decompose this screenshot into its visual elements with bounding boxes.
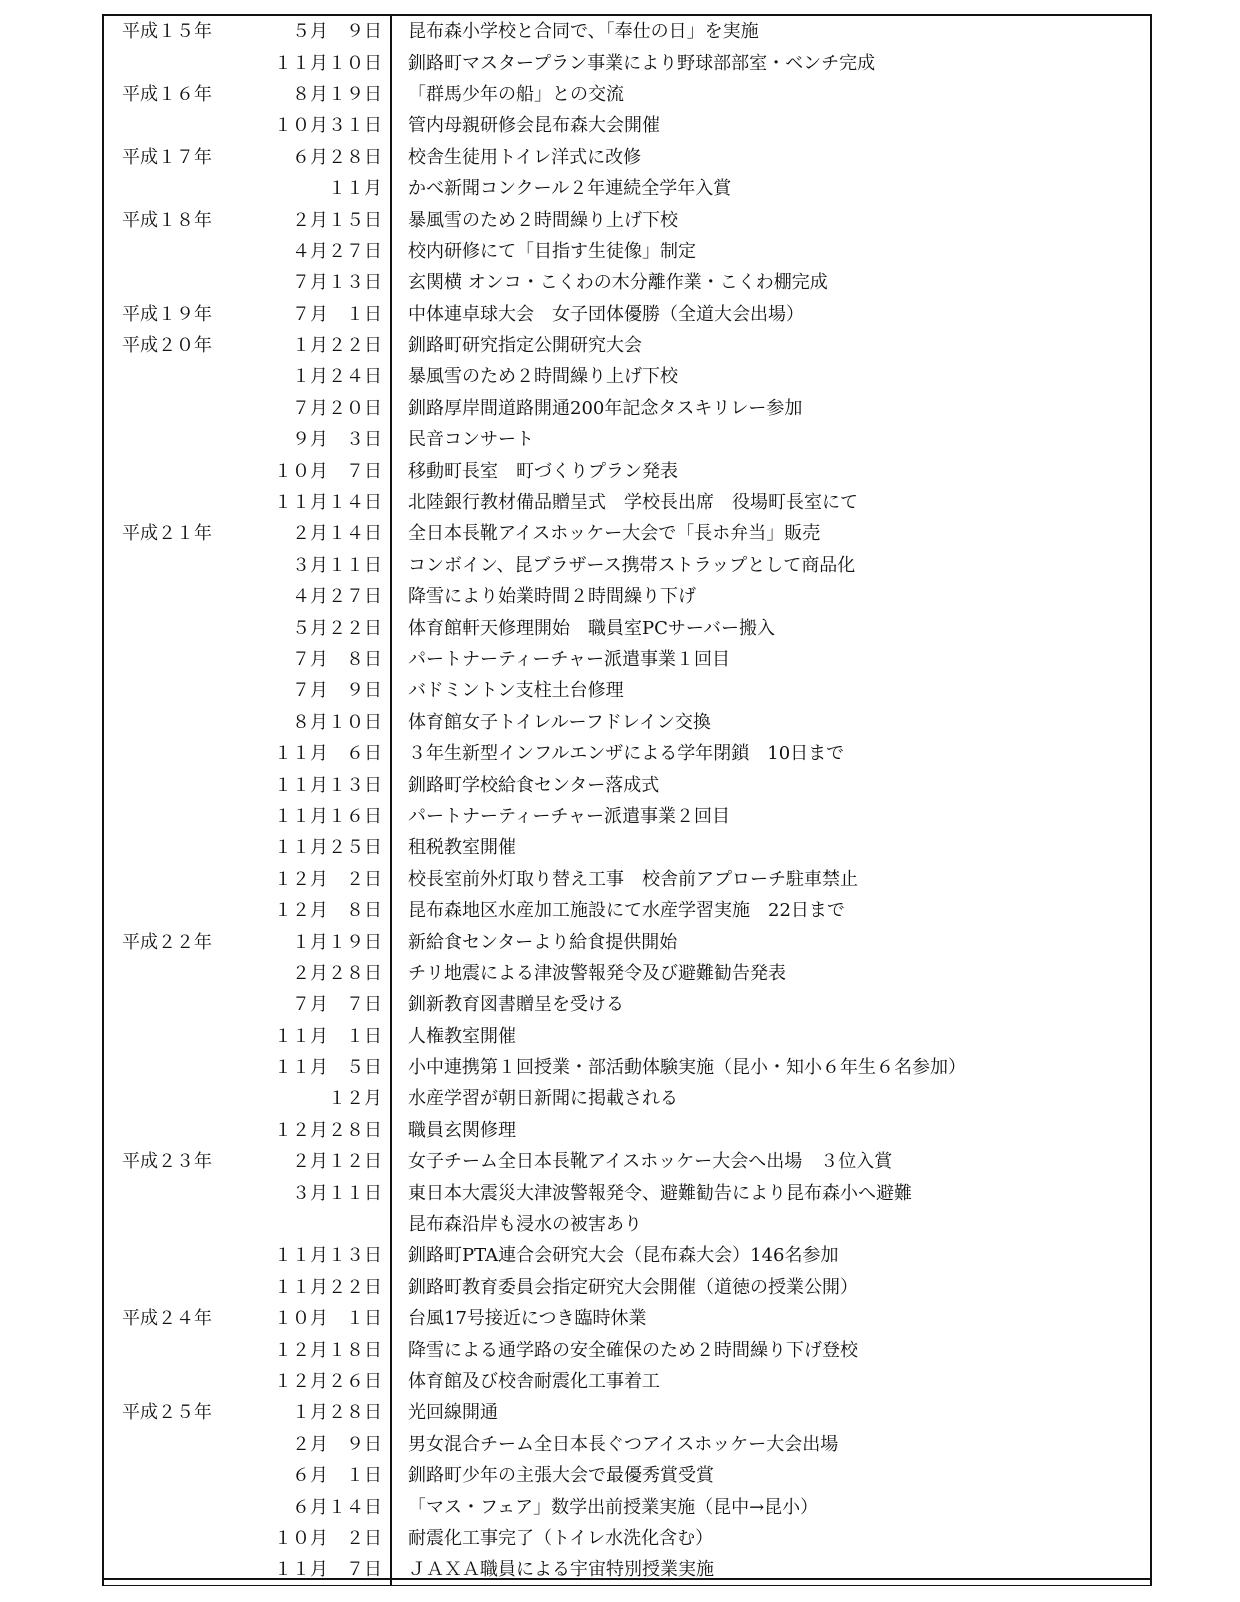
- year-cell: [104, 1272, 252, 1303]
- year-cell: [104, 1491, 252, 1522]
- event-cell: 降雪により始業時間２時間繰り下げ: [408, 586, 696, 608]
- history-row: [104, 832, 1150, 863]
- year-cell: [104, 675, 252, 706]
- date-cell: ４月２７日: [252, 581, 391, 612]
- event-cell: 小中連携第１回授業・部活動体験実施（昆小・知小６年生６名参加）: [408, 1057, 966, 1079]
- history-row: [104, 958, 1150, 989]
- event-cell: パートナーティーチャー派遣事業２回目: [408, 805, 731, 827]
- year-cell: [104, 1334, 252, 1365]
- date-cell: ５月２２日: [252, 612, 391, 643]
- date-cell: １０月３１日: [252, 110, 391, 141]
- year-cell: 平成１９年: [122, 303, 212, 325]
- bottom-double-rule: [102, 1578, 1152, 1586]
- year-cell: [104, 487, 252, 518]
- year-cell: [104, 361, 252, 392]
- event-cell: パートナーティーチャー派遣事業１回目: [408, 649, 731, 670]
- date-cell: １月１９日: [252, 926, 391, 957]
- date-cell: １０月 １日: [252, 1303, 391, 1334]
- event-cell: ３年生新型インフルエンザによる学年閉鎖 10日まで: [408, 743, 845, 765]
- history-row: [104, 612, 1150, 643]
- event-cell: 釧路町学校給食センター落成式: [408, 774, 660, 796]
- history-row: [104, 1083, 1150, 1114]
- history-row: [104, 801, 1150, 832]
- year-cell: [104, 424, 252, 455]
- event-cell: 体育館女子トイレルーフドレイン交換: [408, 711, 711, 733]
- year-cell: 平成２３年: [122, 1151, 212, 1173]
- year-cell: [104, 1460, 252, 1491]
- history-row: [104, 16, 1150, 47]
- event-cell: 北陸銀行教材備品贈呈式 学校長出席 役場町長室にて: [408, 492, 858, 514]
- date-cell: １０月 ７日: [252, 455, 391, 486]
- history-row: [104, 236, 1150, 267]
- year-cell: [104, 895, 252, 926]
- date-cell: ７月 １日: [252, 299, 391, 330]
- event-cell: 釧路厚岸間道路開通200年記念タスキリレー参加: [408, 397, 803, 419]
- event-cell: 民音コンサート: [408, 429, 534, 451]
- date-cell: １１月 ６日: [252, 738, 391, 769]
- event-cell: ＪＡＸＡ職員による宇宙特別授業実施: [408, 1559, 714, 1581]
- event-cell: 玄関横 オンコ・こくわの木分離作業・こくわ棚完成: [408, 272, 828, 294]
- year-cell: 平成２２年: [122, 931, 212, 953]
- date-cell: ２月１４日: [252, 518, 391, 549]
- history-row: [104, 79, 1150, 110]
- event-cell: かべ新聞コンクール２年連続全学年入賞: [408, 178, 732, 200]
- date-cell: １１月２２日: [252, 1272, 391, 1303]
- history-row: [104, 550, 1150, 581]
- year-cell: 平成１６年: [122, 83, 212, 105]
- date-cell: ７月 ９日: [252, 675, 391, 706]
- date-cell: ４月２７日: [252, 236, 391, 267]
- history-row: [104, 926, 1150, 957]
- event-cell: 釧路町教育委員会指定研究大会開催（道徳の授業公開）: [408, 1276, 858, 1298]
- history-row: [104, 204, 1150, 235]
- date-cell: ３月１１日: [252, 1177, 391, 1208]
- date-cell: １２月１８日: [252, 1334, 391, 1365]
- event-cell: 「マス・フェア」数学出前授業実施（昆中→昆小）: [408, 1496, 819, 1518]
- history-row: [104, 1491, 1150, 1522]
- history-row: [104, 1146, 1150, 1177]
- year-cell: [104, 236, 252, 267]
- event-cell: 暴風雪のため２時間繰り上げ下校: [408, 209, 678, 231]
- event-cell: 管内母親研修会昆布森大会開催: [408, 115, 660, 137]
- year-cell: 平成２０年: [122, 335, 212, 357]
- history-row: [104, 518, 1150, 549]
- year-cell: 平成１８年: [122, 209, 212, 231]
- year-cell: [104, 1115, 252, 1146]
- date-cell: １２月 ８日: [252, 895, 391, 926]
- year-cell: [104, 1429, 252, 1460]
- year-cell: [104, 393, 252, 424]
- event-cell: 釧路町少年の主張大会で最優秀賞受賞: [408, 1465, 714, 1487]
- event-cell: バドミントン支柱土台修理: [408, 680, 624, 702]
- year-cell: [104, 864, 252, 895]
- history-row: [104, 1021, 1150, 1052]
- date-cell: ７月 ７日: [252, 989, 391, 1020]
- history-row: [104, 110, 1150, 141]
- event-cell: 新給食センターより給食提供開始: [408, 931, 678, 953]
- date-cell: １１月１４日: [252, 487, 391, 518]
- year-cell: [104, 612, 252, 643]
- event-cell: 人権教室開催: [408, 1025, 516, 1047]
- year-cell: [104, 1177, 252, 1208]
- history-row: [104, 675, 1150, 706]
- date-cell: １１月１３日: [252, 1240, 391, 1271]
- history-row: [104, 1460, 1150, 1491]
- date-cell: １２月２８日: [252, 1115, 391, 1146]
- event-cell: 昆布森地区水産加工施設にて水産学習実施 22日まで: [408, 900, 845, 922]
- date-cell: ６月１４日: [252, 1491, 391, 1522]
- event-cell: 租税教室開催: [408, 837, 516, 859]
- year-cell: [104, 958, 252, 989]
- year-cell: [104, 989, 252, 1020]
- history-row: [104, 1523, 1150, 1554]
- year-cell: 平成２５年: [122, 1402, 212, 1424]
- date-cell: ５月 ９日: [252, 16, 391, 47]
- history-row: [104, 1240, 1150, 1271]
- event-cell: 全日本長靴アイスホッケー大会で「長ホ弁当」販売: [408, 523, 821, 545]
- year-cell: [104, 769, 252, 800]
- event-cell: 暴風雪のため２時間繰り上げ下校: [408, 366, 678, 388]
- date-cell: １月２４日: [252, 361, 391, 392]
- date-cell: １２月: [252, 1083, 391, 1114]
- event-cell: 水産学習が朝日新聞に掲載される: [408, 1088, 678, 1110]
- event-cell: 釧新教育図書贈呈を受ける: [408, 994, 624, 1016]
- event-cell: 昆布森沿岸も浸水の被害あり: [408, 1214, 642, 1236]
- event-cell: コンボイン、昆ブラザース携帯ストラップとして商品化: [408, 554, 856, 576]
- year-cell: 平成１７年: [122, 146, 212, 168]
- event-cell: 中体連卓球大会 女子団体優勝（全道大会出場）: [408, 303, 804, 325]
- date-cell: ８月１０日: [252, 707, 391, 738]
- history-row: [104, 455, 1150, 486]
- history-row: [104, 1429, 1150, 1460]
- date-cell: ７月１３日: [252, 267, 391, 298]
- history-row: [104, 330, 1150, 361]
- history-row: [104, 1209, 1150, 1240]
- history-row: [104, 1115, 1150, 1146]
- date-cell: ７月 ８日: [252, 644, 391, 675]
- event-cell: 「群馬少年の船」との交流: [408, 83, 624, 105]
- event-cell: 校舎生徒用トイレ洋式に改修: [408, 146, 642, 168]
- date-cell: １１月１６日: [252, 801, 391, 832]
- school-history-table-frame: [102, 14, 1152, 1586]
- event-cell: 釧路町PTA連合会研究大会（昆布森大会）146名参加: [408, 1245, 839, 1267]
- year-cell: [104, 1083, 252, 1114]
- event-cell: 降雪による通学路の安全確保のため２時間繰り下げ登校: [408, 1339, 858, 1361]
- history-row: [104, 487, 1150, 518]
- year-cell: [104, 173, 252, 204]
- history-row: [104, 1177, 1150, 1208]
- school-history-table: [104, 16, 1150, 1586]
- year-cell: [104, 1021, 252, 1052]
- date-cell: ９月 ３日: [252, 424, 391, 455]
- event-cell: 男女混合チーム全日本長ぐつアイスホッケー大会出場: [408, 1433, 839, 1455]
- history-row: [104, 769, 1150, 800]
- event-cell: 釧路町研究指定公開研究大会: [408, 335, 642, 357]
- year-cell: [104, 110, 252, 141]
- year-cell: [104, 832, 252, 863]
- year-cell: [104, 801, 252, 832]
- event-cell: 東日本大震災大津波警報発令、避難勧告により昆布森小へ避難: [408, 1182, 912, 1204]
- date-cell: １２月２６日: [252, 1366, 391, 1397]
- year-cell: 平成２４年: [122, 1308, 212, 1330]
- date-cell: １１月 ７日: [252, 1554, 391, 1585]
- date-cell: １１月 １日: [252, 1021, 391, 1052]
- event-cell: チリ地震による津波警報発令及び避難勧告発表: [408, 962, 786, 984]
- history-row: [104, 142, 1150, 173]
- year-cell: 平成２１年: [122, 523, 212, 545]
- date-cell: １１月２５日: [252, 832, 391, 863]
- date-cell: ８月１９日: [252, 79, 391, 110]
- history-row: [104, 1334, 1150, 1365]
- date-cell: １２月 ２日: [252, 864, 391, 895]
- date-cell: １０月 ２日: [252, 1523, 391, 1554]
- event-cell: 耐震化工事完了（トイレ水洗化含む）: [408, 1527, 714, 1549]
- event-cell: 校内研修にて「目指す生徒像」制定: [408, 240, 696, 262]
- history-row: [104, 47, 1150, 78]
- history-row: [104, 361, 1150, 392]
- date-cell: １１月: [252, 173, 391, 204]
- history-row: [104, 989, 1150, 1020]
- event-cell: 光回線開通: [408, 1402, 498, 1424]
- year-cell: 平成１５年: [122, 21, 212, 43]
- history-row: [104, 738, 1150, 769]
- history-row: [104, 707, 1150, 738]
- year-cell: [104, 738, 252, 769]
- history-row: [104, 1397, 1150, 1428]
- event-cell: 釧路町マスタープラン事業により野球部部室・ベンチ完成: [408, 52, 876, 74]
- date-cell: １月２２日: [252, 330, 391, 361]
- history-row: [104, 864, 1150, 895]
- year-cell: [104, 1523, 252, 1554]
- history-row: [104, 299, 1150, 330]
- history-rows: [104, 16, 1150, 1586]
- history-row: [104, 644, 1150, 675]
- year-cell: [104, 1240, 252, 1271]
- event-cell: 台風17号接近につき臨時休業: [408, 1308, 647, 1330]
- history-row: [104, 424, 1150, 455]
- date-cell: ２月２８日: [252, 958, 391, 989]
- year-cell: [104, 581, 252, 612]
- date-cell: ６月 １日: [252, 1460, 391, 1491]
- history-row: [104, 895, 1150, 926]
- event-cell: 職員玄関修理: [408, 1119, 516, 1141]
- date-cell: ６月２８日: [252, 142, 391, 173]
- history-row: [104, 393, 1150, 424]
- event-cell: 校長室前外灯取り替え工事 校舎前アプローチ駐車禁止: [408, 868, 858, 890]
- date-cell: ７月２０日: [252, 393, 391, 424]
- year-cell: [104, 1366, 252, 1397]
- date-cell: ２月１２日: [252, 1146, 391, 1177]
- year-cell: [104, 644, 252, 675]
- date-cell: ２月 ９日: [252, 1429, 391, 1460]
- year-cell: [104, 1052, 252, 1083]
- history-row: [104, 267, 1150, 298]
- event-cell: 昆布森小学校と合同で、「奉仕の日」を実施: [408, 21, 759, 43]
- year-cell: [104, 550, 252, 581]
- year-cell: [104, 455, 252, 486]
- date-cell: １１月１３日: [252, 769, 391, 800]
- date-cell: １１月 ５日: [252, 1052, 391, 1083]
- date-cell: ２月１５日: [252, 204, 391, 235]
- event-cell: 体育館及び校舎耐震化工事着工: [408, 1370, 660, 1392]
- date-cell: １月２８日: [252, 1397, 391, 1428]
- event-cell: 女子チーム全日本長靴アイスホッケー大会へ出場 ３位入賞: [408, 1151, 893, 1173]
- event-cell: 移動町長室 町づくりプラン発表: [408, 460, 678, 482]
- history-row: [104, 581, 1150, 612]
- date-cell: ３月１１日: [252, 550, 391, 581]
- year-cell: [104, 707, 252, 738]
- date-cell: １１月１０日: [252, 47, 391, 78]
- history-row: [104, 173, 1150, 204]
- year-cell: [104, 267, 252, 298]
- year-cell: [104, 1209, 252, 1240]
- history-row: [104, 1052, 1150, 1083]
- year-cell: [104, 47, 252, 78]
- date-cell: [252, 1209, 391, 1240]
- history-row: [104, 1366, 1150, 1397]
- history-row: [104, 1303, 1150, 1334]
- event-cell: 体育館軒天修理開始 職員室PCサーバー搬入: [408, 617, 775, 639]
- history-row: [104, 1272, 1150, 1303]
